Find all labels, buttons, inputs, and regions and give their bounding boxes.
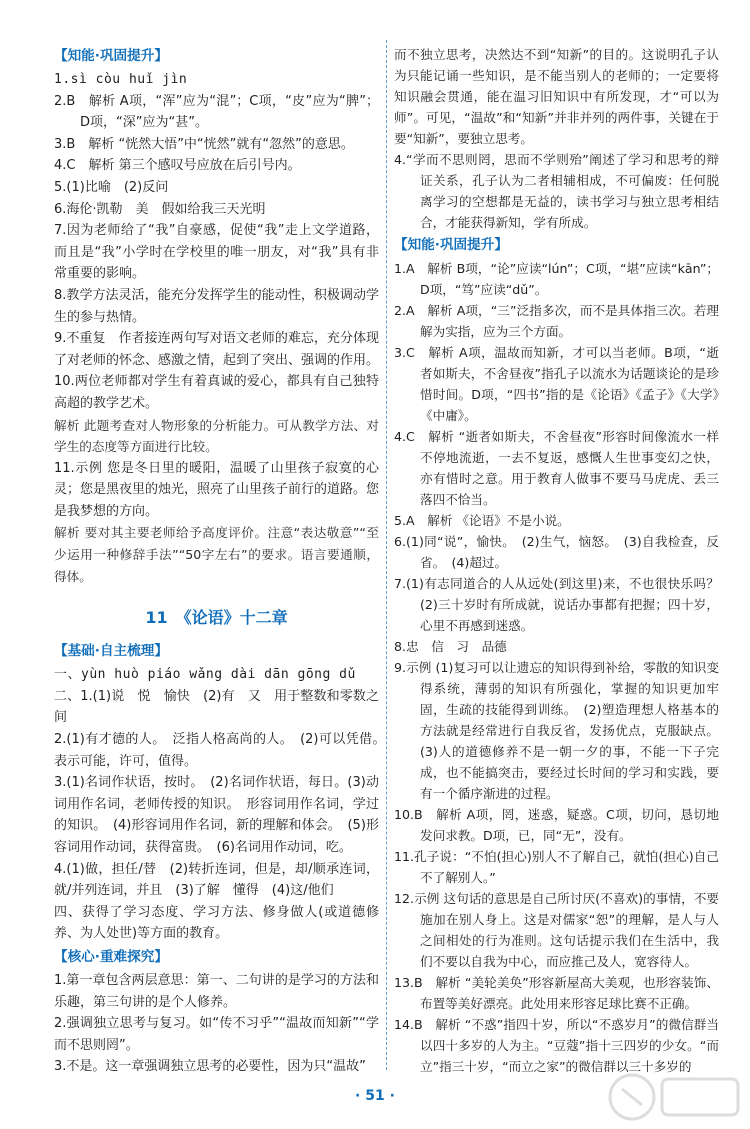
answer-item: 8.教学方法灵活，能充分发挥学生的能动性，积极调动学生的参与热情。 [54,287,379,325]
answer-item: 1.第一章包含两层意思：第一、二句讲的是学习的方法和乐趣，第三句讲的是个人修养。 [54,972,379,1010]
answer-item: 二、1.(1)说 悦 愉快 (2)有 又 用于整数和零数之间 [54,688,379,726]
answer-item: 9.不重复 作者接连两句写对语文老师的难忘，充分体现了对老师的怀念、感激之情，起到了突出、强调的作用。 [54,331,380,368]
page-number-dot: · [384,1088,395,1104]
analysis-note: 解析 此题考查对人物形象的分析能力。可从教学方法、对学生的态度等方面进行比较。 [54,417,379,455]
answer-item: 4.“学而不思则罔，思而不学则殆”阐述了学习和思考的辩证关系，孔子认为二者相辅相成，不可偏废：任何脱离学习的空想都是无益的，读书学习与独立思考相结合，才能获得新知，学有所成。 [394,152,719,230]
section-heading: 【核心·重难探究】 [54,948,168,965]
right-column [394,44,719,1077]
section-heading: 【基础·自主梳理】 [54,643,168,660]
answer-item: 10.两位老师都对学生有着真诚的爱心，都具有自己独特高超的教学艺术。 [54,374,379,411]
analysis-note: 解析 要对其主要老师给予高度评价。注意“表达敬意”“至少运用一种修辞手法”“50字左右”的要求。语言要通顺，得体。 [54,525,379,584]
answer-item: 3.不是。这一章强调独立思考的必要性，因为只“温故” [54,1059,366,1075]
answer-item: 7.因为老师给了“我”自豪感，促使“我”走上文学道路，而且是“我”小学时在学校里的唯一朋友，对“我”具有非常重要的影响。 [54,223,379,282]
answer-item: 2.B 解析 A项，“浑”应为“混”；C项，“皮”应为“脾”；D项，“深”应为“甚”。 [54,93,379,131]
answer-item: 4.(1)做，担任/替 (2)转折连词，但是，却/顺承连词，就/并列连词，并且 (3)了解 懂得 (4)这/他们 [54,861,379,899]
answer-item: 6.(1)同“说”，愉快。 (2)生气，恼怒。 (3)自我检查，反省。 (4)超过。 [394,534,719,570]
answer-item: 3.C 解析 A项，温故而知新，才可以当老师。B项，“逝者如斯夫，不舍昼夜”指孔子以流水为话题谈论的是珍惜时间。D项，“四书”指的是《论语》《孟子》《大学》《中庸》。 [394,345,719,423]
answer-item: 3.B 解析 “恍然大悟”中“恍然”就有“忽然”的意思。 [54,136,354,152]
answer-item: 一、yùn huò piáo wǎng dài dān gōng dǔ [54,667,356,683]
chapter-title: 11 《论语》十二章 [145,608,288,628]
answer-item: 2.强调独立思考与复习。如“传不习乎”“温故而知新”“学而不思则罔”。 [54,1016,379,1053]
answer-item: 10.B 解析 A项，罔，迷惑，疑惑。C项，切问，恳切地发问求教。D项，已，同“无”，没有。 [394,807,719,843]
section-heading: 【知能·巩固提升】 [54,48,168,64]
answer-item: 1.sì còu huǐ jìn [54,72,188,87]
answer-item: 14.B 解析 “不惑”指四十岁，所以“不惑岁月”的微信群当以四十多岁的人为主。“豆蔻”指十三四岁的少女。“而立”指三十岁，“而立之家”的微信群以三十多岁的 [394,1017,719,1074]
answer-item: 3.(1)名词作状语，按时。 (2)名词作状语，每日。(3)动词用作名词，老师传授的知识。 形容词用作名词，学过的知识。 (4)形容词用作名词，新的理解和体会。 (5)形容词用作动词，获得富贵。 (6)名词用作动词，吃。 [54,775,379,855]
answer-item: 4.C 解析 第三个感叹号应放在后引号内。 [54,158,301,174]
answer-item: 2.A 解析 A项，“三”泛指多次，而不是具体指三次。若理解为实指，应为三个方面。 [394,303,719,339]
answer-item: 13.B 解析 “美轮美奂”形容新屋高大美观，也形容装饰、布置等美好漂亮。此处用来形容足球比赛不正确。 [394,975,719,1011]
answer-item: 12.示例 这句话的意思是自己所讨厌(不喜欢)的事情，不要施加在别人身上。这是对儒家“恕”的理解，是人与人之间相处的行为准则。这句话提示我们在生活中，我们不要以自我为中心，而应推己及人，宽容待人。 [394,891,719,969]
answer-item: 9.示例 (1)复习可以让遗忘的知识得到补给，零散的知识变得系统，薄弱的知识有所强化，掌握的知识更加牢固，生疏的技能得到训练。 (2)塑造理想人格基本的方法就是经常进行自我反省，发扬优点，克服缺点。(3)人的道德修养不是一朝一夕的事，不能一下子完成，也不能搞突击，要经过长时间的学习和实践，要有一个循序渐进的过程。 [394,660,719,801]
left-column [54,44,393,1078]
answer-item: 5.(1)比喻 (2)反问 [54,179,169,195]
page-number-dot: · [355,1088,366,1104]
answer-item: 1.A 解析 B项，“论”应读“lún”；C项，“堪”应读“kān”；D项，“笃”应读“dǔ”。 [394,261,719,297]
answer-item: 而不独立思考，决然达不到“知新”的目的。这说明孔子认为只能记诵一些知识，是不能当别人的老师的；一定要将知识融会贯通，能在温习旧知识中有所发现，才“可以为师”。可见，“温故”和“知新”并非并列的两件事，关键在于要“知新”，要独立思考。 [394,47,719,146]
section-heading: 【知能·巩固提升】 [394,237,508,253]
answer-item: 6.海伦·凯勒 美 假如给我三天光明 [54,201,266,217]
answer-item: 4.C 解析 “逝者如斯夫，不舍昼夜”形容时间像流水一样不停地流逝，一去不复返，感慨人生世事变幻之快，亦有惜时之意。用于教育人做事不要马马虎虎、丢三落四不恰当。 [394,429,719,507]
page-number-text: 51 [365,1088,385,1104]
answer-item: 四、获得了学习态度、学习方法、修身做人(或道德修养、为人处世)等方面的教育。 [54,904,379,942]
answer-item: 8.忠 信 习 品德 [394,639,507,654]
answer-item: 7.(1)有志同道合的人从远处(到这里)来，不也很快乐吗？(2)三十岁时有所成就，说话办事都有把握；四十岁，心里不再感到迷惑。 [394,576,719,633]
answer-item: 5.A 解析 《论语》不是小说。 [394,513,570,528]
answer-item: 2.(1)有才德的人。 泛指人格高尚的人。 (2)可以凭借。 表示可能，许可，值得。 [54,732,393,769]
answer-item: 11.示例 您是冬日里的暖阳，温暖了山里孩子寂寞的心灵；您是黑夜里的烛光，照亮了山里孩子前行的道路。您是我梦想的方向。 [54,460,380,519]
column-divider [386,40,387,1070]
answer-item: 11.孔子说：“不怕(担心)别人不了解自己，就怕(担心)自己不了解别人。” [394,849,719,885]
watermark-logo-icon [604,1069,744,1125]
